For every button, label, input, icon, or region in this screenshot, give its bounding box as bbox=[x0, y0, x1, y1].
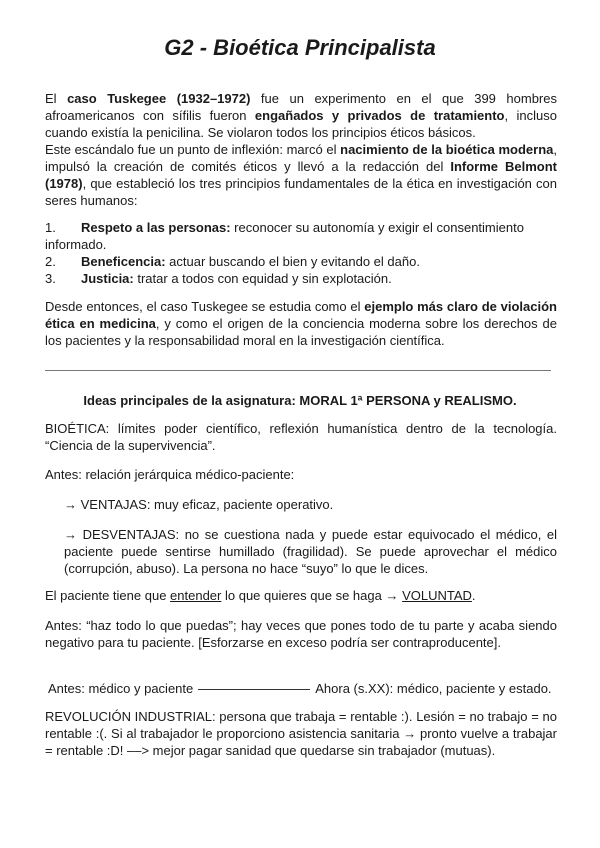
list-item: 2. Beneficencia: actuar buscando el bien y evitando el daño. bbox=[45, 254, 420, 269]
haz-paragraph: Antes: “haz todo lo que puedas”; hay veces que pones todo de tu parte y acaba siendo negativo para tu paciente. [Esforzarse en exceso podría ser contraproducente]. bbox=[45, 618, 557, 650]
intro-paragraph-belmont: Este escándalo fue un punto de inflexión: marcó el nacimiento de la bioética moderna, impulsó la creación de comités éticos y llevó a la redacción del Informe Belmont (1978), que estableció los tres principios fundamentales de la ética en investigación con seres humanos: bbox=[45, 142, 557, 208]
revolucion-paragraph: REVOLUCIÓN INDUSTRIAL: persona que trabaja = rentable :). Lesión = no trabajo = no rentable :(. Si al trabajador le proporciono asistencia sanitaria → pronto vuelve a trabajar = rentable :D! ––> mejor pagar sanidad que quedarse sin trabajador (mutuas). bbox=[45, 709, 557, 758]
section-heading: Ideas principales de la asignatura: MORAL 1ª PERSONA y REALISMO. bbox=[83, 393, 517, 408]
bioetica-paragraph: BIOÉTICA: límites poder científico, reflexión humanística dentro de la tecnología. “Ciencia de la supervivencia”. bbox=[45, 421, 557, 453]
section-divider bbox=[45, 370, 551, 371]
paciente-paragraph: El paciente tiene que entender lo que quieres que se haga → VOLUNTAD. bbox=[45, 588, 476, 603]
since-paragraph: Desde entonces, el caso Tuskegee se estudia como el ejemplo más claro de violación ética en medicina, y como el origen de la conciencia moderna sobre los derechos de los pacientes y la responsabilidad moral en la investigación científica. bbox=[45, 299, 557, 348]
era-comparison: Antes: médico y paciente Ahora (s.XX): médico, paciente y estado. bbox=[48, 681, 552, 696]
intro-paragraph-tuskegee: El caso Tuskegee (1932–1972) fue un experimento en el que 399 hombres afroamericanos con sífilis fueron engañados y privados de tratamiento, incluso cuando existía la penicilina. Se violaron todos los principios éticos básicos. bbox=[45, 91, 557, 140]
principles-list bbox=[45, 219, 557, 287]
timeline-line bbox=[198, 689, 310, 690]
intro-section bbox=[45, 90, 557, 209]
desventajas-item: → DESVENTAJAS: no se cuestiona nada y puede estar equivocado el médico, el paciente puede sentirse humillado (fragilidad). Se puede aprovechar el médico (corrupción, abuso). La persona no hace “suyo” lo que le dices. bbox=[64, 527, 557, 576]
list-item: 3. Justicia: tratar a todos con equidad y sin explotación. bbox=[45, 271, 392, 286]
page-title: G2 - Bioética Principalista bbox=[164, 35, 436, 60]
list-item: 1. Respeto a las personas: reconocer su autonomía y exigir el consentimiento informado. bbox=[45, 220, 524, 252]
ventajas-item: → VENTAJAS: muy eficaz, paciente operativo. bbox=[64, 497, 334, 512]
antes-paragraph: Antes: relación jerárquica médico-paciente: bbox=[45, 467, 295, 482]
